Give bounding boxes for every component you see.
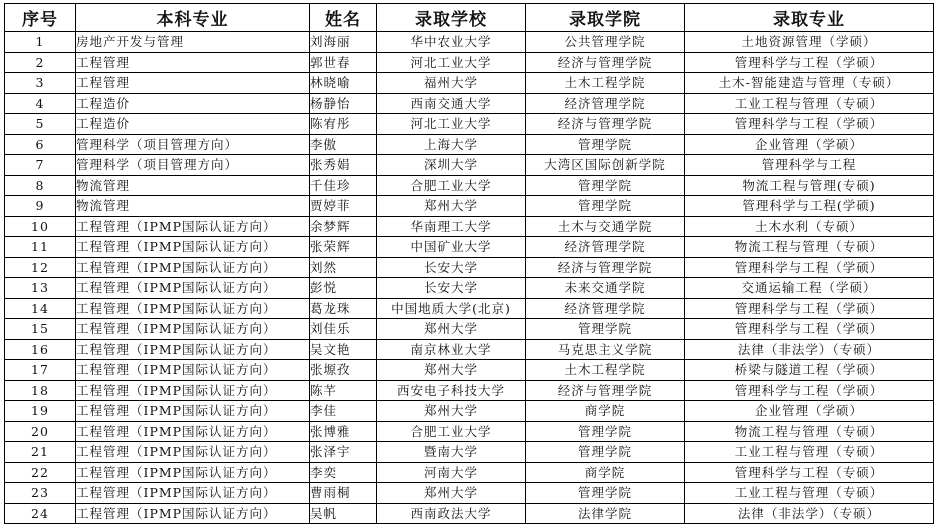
- cell-undergrad-major: 工程管理（IPMP国际认证方向）: [76, 483, 310, 504]
- cell-index: 11: [5, 237, 76, 258]
- table-row: [5, 196, 934, 217]
- cell-undergrad-major: 工程管理（IPMP国际认证方向）: [76, 380, 310, 401]
- table-row: [5, 298, 934, 319]
- cell-admitted-school: 华中农业大学: [377, 32, 526, 53]
- cell-admitted-school: 西安电子科技大学: [377, 380, 526, 401]
- table-row: [5, 257, 934, 278]
- cell-admitted-college: 管理学院: [526, 442, 685, 463]
- cell-index: 2: [5, 52, 76, 73]
- table-row: [5, 155, 934, 176]
- cell-index: 8: [5, 175, 76, 196]
- cell-admitted-major: 管理科学与工程（学硕）: [685, 298, 934, 319]
- table-row: [5, 442, 934, 463]
- cell-admitted-school: 深圳大学: [377, 155, 526, 176]
- cell-admitted-school: 长安大学: [377, 257, 526, 278]
- cell-name: 李佳: [310, 401, 377, 422]
- cell-name: 李傲: [310, 134, 377, 155]
- cell-undergrad-major: 物流管理: [76, 175, 310, 196]
- cell-undergrad-major: 工程管理（IPMP国际认证方向）: [76, 462, 310, 483]
- cell-undergrad-major: 工程管理: [76, 73, 310, 94]
- cell-name: 郭世春: [310, 52, 377, 73]
- cell-index: 7: [5, 155, 76, 176]
- cell-undergrad-major: 管理科学（项目管理方向）: [76, 155, 310, 176]
- cell-index: 21: [5, 442, 76, 463]
- cell-index: 9: [5, 196, 76, 217]
- cell-admitted-college: 经济与管理学院: [526, 257, 685, 278]
- cell-index: 23: [5, 483, 76, 504]
- cell-undergrad-major: 工程管理（IPMP国际认证方向）: [76, 257, 310, 278]
- cell-admitted-college: 马克思主义学院: [526, 339, 685, 360]
- table-row: [5, 360, 934, 381]
- cell-admitted-college: 商学院: [526, 401, 685, 422]
- cell-admitted-college: 公共管理学院: [526, 32, 685, 53]
- table-row: [5, 175, 934, 196]
- cell-admitted-school: 福州大学: [377, 73, 526, 94]
- table-row: [5, 114, 934, 135]
- cell-name: 吴文艳: [310, 339, 377, 360]
- cell-admitted-school: 西南交通大学: [377, 93, 526, 114]
- cell-admitted-major: 法律（非法学）（专硕）: [685, 339, 934, 360]
- cell-undergrad-major: 工程管理（IPMP国际认证方向）: [76, 360, 310, 381]
- cell-index: 19: [5, 401, 76, 422]
- cell-admitted-major: 土木-智能建造与管理（专硕）: [685, 73, 934, 94]
- table-row: [5, 134, 934, 155]
- cell-undergrad-major: 工程管理（IPMP国际认证方向）: [76, 319, 310, 340]
- cell-admitted-school: 上海大学: [377, 134, 526, 155]
- cell-admitted-major: 管理科学与工程(学硕): [685, 196, 934, 217]
- header-admitted-major: 录取专业: [685, 4, 934, 32]
- table-row: [5, 483, 934, 504]
- cell-undergrad-major: 工程管理（IPMP国际认证方向）: [76, 503, 310, 524]
- table-row: [5, 73, 934, 94]
- cell-admitted-major: 管理科学与工程: [685, 155, 934, 176]
- cell-admitted-major: 管理科学与工程（学硕）: [685, 380, 934, 401]
- cell-index: 16: [5, 339, 76, 360]
- cell-admitted-major: 土地资源管理（学硕）: [685, 32, 934, 53]
- cell-admitted-school: 郑州大学: [377, 401, 526, 422]
- cell-admitted-school: 长安大学: [377, 278, 526, 299]
- table-row: [5, 216, 934, 237]
- cell-admitted-major: 工业工程与管理（专硕）: [685, 93, 934, 114]
- table-row: [5, 237, 934, 258]
- cell-admitted-school: 河北工业大学: [377, 52, 526, 73]
- cell-index: 12: [5, 257, 76, 278]
- cell-admitted-school: 河南大学: [377, 462, 526, 483]
- cell-index: 14: [5, 298, 76, 319]
- cell-index: 18: [5, 380, 76, 401]
- table-row: [5, 278, 934, 299]
- cell-name: 贾婷菲: [310, 196, 377, 217]
- cell-admitted-school: 暨南大学: [377, 442, 526, 463]
- cell-admitted-college: 经济管理学院: [526, 93, 685, 114]
- cell-admitted-major: 物流工程与管理（专硕）: [685, 421, 934, 442]
- cell-admitted-college: 土木工程学院: [526, 360, 685, 381]
- cell-admitted-college: 经济与管理学院: [526, 380, 685, 401]
- cell-admitted-college: 经济管理学院: [526, 237, 685, 258]
- cell-index: 1: [5, 32, 76, 53]
- cell-undergrad-major: 工程管理: [76, 52, 310, 73]
- cell-undergrad-major: 工程管理（IPMP国际认证方向）: [76, 442, 310, 463]
- cell-index: 22: [5, 462, 76, 483]
- cell-name: 吴帆: [310, 503, 377, 524]
- cell-undergrad-major: 工程管理（IPMP国际认证方向）: [76, 278, 310, 299]
- table-row: [5, 319, 934, 340]
- cell-name: 刘然: [310, 257, 377, 278]
- cell-undergrad-major: 工程管理（IPMP国际认证方向）: [76, 216, 310, 237]
- cell-admitted-major: 法律（非法学）（专硕）: [685, 503, 934, 524]
- cell-admitted-major: 物流工程与管理（专硕）: [685, 237, 934, 258]
- cell-index: 13: [5, 278, 76, 299]
- cell-admitted-major: 土木水利（专硕）: [685, 216, 934, 237]
- header-admitted-school: 录取学校: [377, 4, 526, 32]
- cell-name: 曹雨桐: [310, 483, 377, 504]
- cell-undergrad-major: 工程管理（IPMP国际认证方向）: [76, 298, 310, 319]
- cell-admitted-major: 桥梁与隧道工程（学硕）: [685, 360, 934, 381]
- cell-admitted-major: 管理科学与工程（学硕）: [685, 52, 934, 73]
- cell-admitted-school: 西南政法大学: [377, 503, 526, 524]
- cell-admitted-major: 管理科学与工程（学硕）: [685, 257, 934, 278]
- cell-admitted-major: 企业管理（学硕）: [685, 134, 934, 155]
- admission-table: [4, 3, 934, 524]
- cell-admitted-school: 合肥工业大学: [377, 175, 526, 196]
- cell-admitted-school: 郑州大学: [377, 360, 526, 381]
- cell-admitted-major: 工业工程与管理（专硕）: [685, 483, 934, 504]
- cell-undergrad-major: 管理科学（项目管理方向）: [76, 134, 310, 155]
- cell-admitted-college: 管理学院: [526, 421, 685, 442]
- cell-admitted-college: 管理学院: [526, 196, 685, 217]
- cell-name: 彭悦: [310, 278, 377, 299]
- cell-admitted-college: 大湾区国际创新学院: [526, 155, 685, 176]
- header-admitted-college: 录取学院: [526, 4, 685, 32]
- cell-admitted-major: 管理科学与工程（学硕）: [685, 319, 934, 340]
- table-row: [5, 52, 934, 73]
- cell-name: 张泽宇: [310, 442, 377, 463]
- cell-index: 4: [5, 93, 76, 114]
- cell-index: 3: [5, 73, 76, 94]
- cell-admitted-college: 管理学院: [526, 175, 685, 196]
- cell-name: 张塬孜: [310, 360, 377, 381]
- header-row: [5, 4, 934, 32]
- cell-admitted-college: 管理学院: [526, 483, 685, 504]
- cell-admitted-college: 经济管理学院: [526, 298, 685, 319]
- cell-name: 千佳珍: [310, 175, 377, 196]
- table-row: [5, 421, 934, 442]
- cell-admitted-college: 管理学院: [526, 134, 685, 155]
- cell-admitted-college: 未来交通学院: [526, 278, 685, 299]
- table-row: [5, 32, 934, 53]
- cell-name: 张荣辉: [310, 237, 377, 258]
- cell-undergrad-major: 工程造价: [76, 114, 310, 135]
- table-row: [5, 503, 934, 524]
- cell-admitted-college: 土木工程学院: [526, 73, 685, 94]
- cell-name: 张秀娟: [310, 155, 377, 176]
- cell-admitted-school: 郑州大学: [377, 196, 526, 217]
- cell-name: 刘海丽: [310, 32, 377, 53]
- table-row: [5, 339, 934, 360]
- table-row: [5, 462, 934, 483]
- cell-index: 6: [5, 134, 76, 155]
- cell-admitted-school: 中国地质大学(北京): [377, 298, 526, 319]
- cell-index: 20: [5, 421, 76, 442]
- cell-name: 杨静怡: [310, 93, 377, 114]
- cell-admitted-college: 管理学院: [526, 319, 685, 340]
- cell-admitted-college: 经济与管理学院: [526, 52, 685, 73]
- cell-index: 5: [5, 114, 76, 135]
- cell-admitted-college: 土木与交通学院: [526, 216, 685, 237]
- cell-undergrad-major: 物流管理: [76, 196, 310, 217]
- cell-admitted-school: 南京林业大学: [377, 339, 526, 360]
- cell-name: 刘佳乐: [310, 319, 377, 340]
- cell-undergrad-major: 工程造价: [76, 93, 310, 114]
- cell-admitted-major: 企业管理（学硕）: [685, 401, 934, 422]
- cell-admitted-major: 交通运输工程（学硕）: [685, 278, 934, 299]
- cell-undergrad-major: 工程管理（IPMP国际认证方向）: [76, 421, 310, 442]
- table-row: [5, 93, 934, 114]
- cell-admitted-major: 管理科学与工程（学硕）: [685, 114, 934, 135]
- cell-admitted-school: 中国矿业大学: [377, 237, 526, 258]
- cell-admitted-college: 经济与管理学院: [526, 114, 685, 135]
- cell-name: 余梦辉: [310, 216, 377, 237]
- cell-undergrad-major: 工程管理（IPMP国际认证方向）: [76, 401, 310, 422]
- table-row: [5, 380, 934, 401]
- cell-index: 10: [5, 216, 76, 237]
- cell-index: 24: [5, 503, 76, 524]
- header-undergrad-major: 本科专业: [76, 4, 310, 32]
- cell-admitted-college: 商学院: [526, 462, 685, 483]
- cell-name: 陈芊: [310, 380, 377, 401]
- cell-admitted-school: 合肥工业大学: [377, 421, 526, 442]
- cell-admitted-college: 法律学院: [526, 503, 685, 524]
- cell-admitted-school: 郑州大学: [377, 483, 526, 504]
- cell-index: 15: [5, 319, 76, 340]
- cell-name: 李奕: [310, 462, 377, 483]
- cell-undergrad-major: 工程管理（IPMP国际认证方向）: [76, 339, 310, 360]
- cell-undergrad-major: 房地产开发与管理: [76, 32, 310, 53]
- cell-index: 17: [5, 360, 76, 381]
- cell-name: 陈宥彤: [310, 114, 377, 135]
- header-index: 序号: [5, 4, 76, 32]
- cell-admitted-school: 河北工业大学: [377, 114, 526, 135]
- cell-admitted-major: 物流工程与管理(专硕): [685, 175, 934, 196]
- cell-name: 葛龙珠: [310, 298, 377, 319]
- cell-name: 林晓喻: [310, 73, 377, 94]
- header-name: 姓名: [310, 4, 377, 32]
- cell-undergrad-major: 工程管理（IPMP国际认证方向）: [76, 237, 310, 258]
- cell-admitted-major: 工业工程与管理（专硕）: [685, 442, 934, 463]
- table-row: [5, 401, 934, 422]
- cell-admitted-school: 郑州大学: [377, 319, 526, 340]
- cell-name: 张博雅: [310, 421, 377, 442]
- cell-admitted-major: 管理科学与工程（专硕）: [685, 462, 934, 483]
- cell-admitted-school: 华南理工大学: [377, 216, 526, 237]
